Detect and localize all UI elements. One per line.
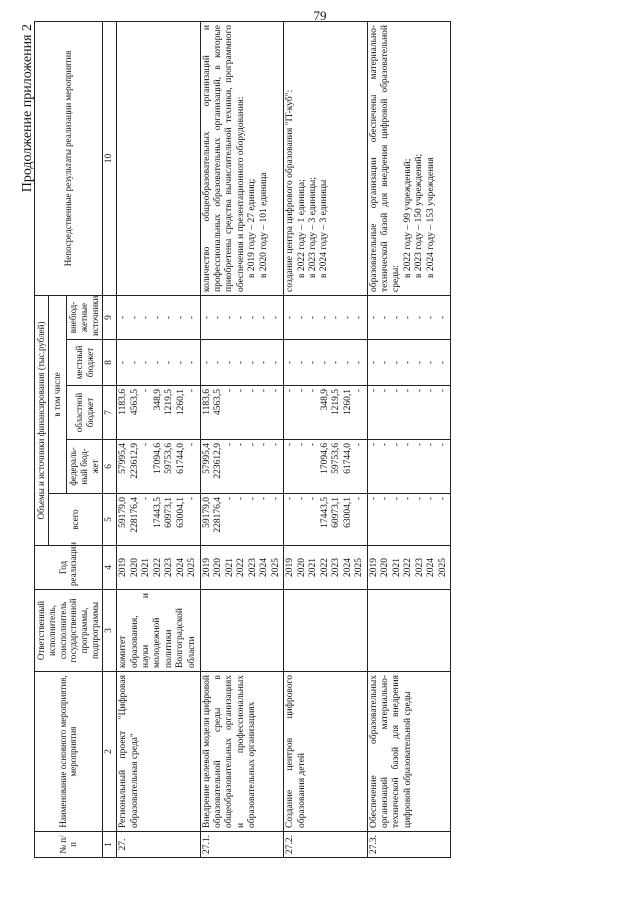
extrabudgetary-value: - (319, 315, 330, 320)
year-value: 2024 (175, 558, 186, 577)
extrabudgetary-value: - (354, 315, 365, 320)
column-numbers-row (102, 21, 116, 857)
result-line: в 2023 году – 3 единицы; (307, 177, 318, 278)
local-budget-value: - (270, 360, 281, 365)
extrabudgetary-value: - (391, 315, 402, 320)
year-value: 2021 (224, 558, 235, 577)
year-value: 2022 (152, 558, 163, 577)
total-value: - (259, 497, 270, 501)
regional-budget-value: - (426, 389, 437, 393)
extrabudgetary-value: - (164, 315, 175, 320)
extrabudgetary-value: - (187, 315, 198, 320)
total-value: 228176,4 (129, 497, 140, 533)
year-value: 2022 (319, 558, 330, 577)
result-line: количество общеобразовательных организаций и профессиональных образовательных организаций, в которые приобретены средства вычислительной техники, программного обеспечения и презентационного оборудования: (201, 24, 246, 292)
column-number: 5 (102, 494, 116, 546)
result-line: в 2022 году – 1 единица; (296, 179, 307, 278)
total-value: 60973,1 (164, 497, 175, 528)
federal-budget-value: - (368, 443, 379, 447)
header-federal: федераль-ный бюд-жет (67, 440, 102, 494)
local-budget-value: - (213, 360, 224, 365)
total-value: - (296, 497, 307, 501)
total-value: - (437, 497, 448, 501)
federal-budget-value: - (380, 443, 391, 447)
year-value: 2023 (164, 558, 175, 577)
regional-budget-value: - (247, 389, 258, 393)
regional-budget (200, 386, 284, 440)
header-result: Непосредственные результаты реализации мероприятия (35, 21, 103, 295)
total-value: - (308, 497, 319, 501)
local-budget-value: - (201, 360, 212, 365)
local-budget-value: - (403, 360, 414, 365)
responsible-executor: комитет образования, науки и молодежной политики Волгоградской области (117, 590, 201, 672)
regional-budget-value: - (403, 389, 414, 393)
header-extra: внебюд-жетные источники (67, 295, 102, 339)
result-description (117, 21, 201, 295)
year-value: 2025 (354, 558, 365, 577)
result-line: в 2019 году – 27 единиц; (247, 178, 258, 278)
extrabudgetary-value: - (308, 315, 319, 320)
year-value: 2020 (296, 558, 307, 577)
local-budget (200, 340, 284, 386)
total-value: - (224, 497, 235, 501)
federal-budget (200, 440, 284, 494)
extrabudgetary-value: - (236, 315, 247, 320)
total-value: - (426, 497, 437, 501)
regional-budget-value: - (368, 389, 379, 393)
federal-budget-value: - (224, 443, 235, 447)
year-value: 2019 (201, 558, 212, 577)
extrabudgetary-value: - (380, 315, 391, 320)
extrabudgetary-value: - (213, 315, 224, 320)
result-line: в 2020 году – 101 единица (258, 172, 269, 278)
header-funding: Объемы и источники финансирования (тыс.рублей) (35, 295, 49, 545)
total-value: - (285, 497, 296, 501)
row-number: 27.2. (284, 832, 368, 858)
rotated-page-content (20, 18, 610, 858)
header-local: местный бюджет (67, 340, 102, 386)
extrabudgetary (117, 295, 201, 339)
extrabudgetary-value: - (403, 315, 414, 320)
regional-budget (284, 386, 368, 440)
year-value: 2020 (380, 558, 391, 577)
table-row (284, 21, 368, 857)
extrabudgetary-value: - (129, 315, 140, 320)
header-incl: в том числе (48, 295, 67, 493)
funding-table (34, 21, 451, 858)
extrabudgetary-value: - (342, 315, 353, 320)
local-budget-value: - (296, 360, 307, 365)
federal-budget-value: - (391, 443, 402, 447)
header-num: № п/п (35, 832, 103, 858)
total-value: 228176,4 (213, 497, 224, 533)
extrabudgetary-value: - (118, 315, 129, 320)
total (367, 494, 451, 546)
total-value: - (414, 497, 425, 501)
year-value: 2025 (270, 558, 281, 577)
regional-budget-value: - (414, 389, 425, 393)
extrabudgetary-value: - (437, 315, 448, 320)
local-budget-value: - (380, 360, 391, 365)
federal-budget-value: 223612,9 (213, 443, 224, 479)
local-budget-value: - (342, 360, 353, 365)
regional-budget-value: - (391, 389, 402, 393)
total-value: 63004,1 (175, 497, 186, 528)
total-value: - (236, 497, 247, 501)
regional-budget-value: - (224, 389, 235, 393)
column-number: 10 (102, 21, 116, 295)
regional-budget-value: - (187, 389, 198, 393)
regional-budget-value: 1183,6 (118, 389, 129, 415)
total-value: - (380, 497, 391, 501)
year (367, 546, 451, 590)
regional-budget-value: - (296, 389, 307, 393)
total-value: - (270, 497, 281, 501)
total-value: 59179,0 (118, 497, 129, 528)
year-value: 2019 (285, 558, 296, 577)
local-budget-value: - (391, 360, 402, 365)
local-budget-value: - (368, 360, 379, 365)
year-value: 2022 (403, 558, 414, 577)
result-line: в 2022 году – 99 учреждений; (402, 158, 413, 278)
extrabudgetary-value: - (201, 315, 212, 320)
result-line: создание центра цифрового образования "IT-куб": (285, 89, 296, 292)
extrabudgetary-value: - (259, 315, 270, 320)
extrabudgetary-value: - (368, 315, 379, 320)
result-line: в 2024 году – 3 единицы (319, 179, 330, 278)
federal-budget-value: 61744,0 (175, 443, 186, 474)
result-line: в 2023 году – 150 учреждений; (414, 153, 425, 278)
column-number: 2 (102, 672, 116, 832)
header-total: всего (48, 494, 102, 546)
local-budget-value: - (236, 360, 247, 365)
column-number: 9 (102, 295, 116, 339)
row-number: 27.1. (200, 832, 284, 858)
regional-budget (117, 386, 201, 440)
year (117, 546, 201, 590)
year (284, 546, 368, 590)
result-line: образовательные организации обеспечены материально-технической базой для внедрения цифровой образовательной среды: (368, 24, 402, 292)
federal-budget-value: 57995,4 (118, 443, 129, 474)
federal-budget-value: - (414, 443, 425, 447)
regional-budget-value: 1219,5 (164, 389, 175, 416)
regional-budget-value: - (437, 389, 448, 393)
federal-budget-value: 57995,4 (201, 443, 212, 474)
regional-budget-value: 1219,5 (331, 389, 342, 416)
total-value: - (368, 497, 379, 501)
year-value: 2023 (331, 558, 342, 577)
local-budget-value: - (285, 360, 296, 365)
local-budget (284, 340, 368, 386)
extrabudgetary-value: - (152, 315, 163, 320)
year-value: 2019 (368, 558, 379, 577)
measure-name: Создание центров цифрового образования детей (284, 672, 368, 832)
local-budget (367, 340, 451, 386)
year-value: 2024 (426, 558, 437, 577)
local-budget-value: - (354, 360, 365, 365)
table-row (200, 21, 284, 857)
total (284, 494, 368, 546)
column-number: 8 (102, 340, 116, 386)
year-value: 2025 (437, 558, 448, 577)
local-budget (117, 340, 201, 386)
result-description (367, 21, 451, 295)
row-number: 27.3. (367, 832, 451, 858)
year-value: 2020 (129, 558, 140, 577)
regional-budget-value: 348,9 (319, 389, 330, 411)
regional-budget-value: - (141, 389, 152, 393)
column-number: 6 (102, 440, 116, 494)
total-value: - (141, 497, 152, 501)
extrabudgetary-value: - (247, 315, 258, 320)
regional-budget-value: - (380, 389, 391, 393)
total-value: - (247, 497, 258, 501)
federal-budget-value: 223612,9 (129, 443, 140, 479)
local-budget-value: - (319, 360, 330, 365)
federal-budget-value: - (437, 443, 448, 447)
regional-budget-value: - (308, 389, 319, 393)
column-number: 1 (102, 832, 116, 858)
year-value: 2021 (308, 558, 319, 577)
year-value: 2024 (259, 558, 270, 577)
federal-budget (117, 440, 201, 494)
total-value: - (187, 497, 198, 501)
regional-budget-value: 1260,1 (175, 389, 186, 416)
year-value: 2021 (391, 558, 402, 577)
table-row (367, 21, 451, 857)
total-value: 59179,0 (201, 497, 212, 528)
extrabudgetary-value: - (426, 315, 437, 320)
result-description (200, 21, 284, 295)
federal-budget-value: - (236, 443, 247, 447)
header-responsible: Ответственный исполнитель, соисполнитель государственной программы, подпрограммы (35, 590, 103, 672)
total-value: 60973,1 (331, 497, 342, 528)
total (200, 494, 284, 546)
federal-budget-value: - (426, 443, 437, 447)
year-value: 2023 (247, 558, 258, 577)
local-budget-value: - (129, 360, 140, 365)
federal-budget-value: - (308, 443, 319, 447)
federal-budget-value: - (187, 443, 198, 447)
federal-budget-value: 61744,0 (342, 443, 353, 474)
federal-budget-value: - (141, 443, 152, 447)
local-budget-value: - (308, 360, 319, 365)
local-budget-value: - (164, 360, 175, 365)
result-line: в 2024 году – 153 учреждения (425, 157, 436, 278)
extrabudgetary-value: - (141, 315, 152, 320)
local-budget-value: - (187, 360, 198, 365)
local-budget-value: - (437, 360, 448, 365)
local-budget-value: - (331, 360, 342, 365)
total-value: - (403, 497, 414, 501)
local-budget-value: - (141, 360, 152, 365)
regional-budget-value: - (354, 389, 365, 393)
federal-budget-value: - (296, 443, 307, 447)
federal-budget-value: - (403, 443, 414, 447)
column-number: 4 (102, 546, 116, 590)
federal-budget (367, 440, 451, 494)
total-value: - (391, 497, 402, 501)
local-budget-value: - (118, 360, 129, 365)
total-value: 63004,1 (342, 497, 353, 528)
header-name: Наименование основного мероприятия, мероприятия (35, 672, 103, 832)
responsible-executor (200, 590, 284, 672)
responsible-executor (367, 590, 451, 672)
local-budget-value: - (414, 360, 425, 365)
extrabudgetary-value: - (285, 315, 296, 320)
extrabudgetary-value: - (270, 315, 281, 320)
year-value: 2025 (187, 558, 198, 577)
table-row (117, 21, 201, 857)
year-value: 2020 (213, 558, 224, 577)
regional-budget (367, 386, 451, 440)
header-regional: областной бюджет (67, 386, 102, 440)
local-budget-value: - (247, 360, 258, 365)
year-value: 2023 (414, 558, 425, 577)
measure-name: Внедрение целевой модели цифровой образовательной среды в общеобразовательных организациях и профессиональных образовательных организациях (200, 672, 284, 832)
total-value: 17443,5 (152, 497, 163, 528)
regional-budget-value: 4563,5 (213, 389, 224, 416)
federal-budget-value: - (285, 443, 296, 447)
local-budget-value: - (152, 360, 163, 365)
federal-budget-value: 17094,6 (319, 443, 330, 474)
table-body (117, 21, 451, 857)
regional-budget-value: 1183,6 (201, 389, 212, 415)
federal-budget-value: 59753,6 (331, 443, 342, 474)
total-value: 17443,5 (319, 497, 330, 528)
regional-budget-value: - (259, 389, 270, 393)
total (117, 494, 201, 546)
extrabudgetary (284, 295, 368, 339)
measure-name: Обеспечение образовательных организаций материально-технической базой для внедрения цифровой образовательной среды (367, 672, 451, 832)
regional-budget-value: - (285, 389, 296, 393)
regional-budget-value: 348,9 (152, 389, 163, 411)
extrabudgetary (200, 295, 284, 339)
federal-budget-value: - (354, 443, 365, 447)
column-number: 7 (102, 386, 116, 440)
local-budget-value: - (224, 360, 235, 365)
federal-budget-value: - (259, 443, 270, 447)
federal-budget-value: - (247, 443, 258, 447)
regional-budget-value: - (236, 389, 247, 393)
responsible-executor (284, 590, 368, 672)
extrabudgetary-value: - (331, 315, 342, 320)
year-value: 2022 (236, 558, 247, 577)
extrabudgetary-value: - (175, 315, 186, 320)
year-value: 2021 (141, 558, 152, 577)
column-number: 3 (102, 590, 116, 672)
total-value: - (354, 497, 365, 501)
local-budget-value: - (426, 360, 437, 365)
local-budget-value: - (259, 360, 270, 365)
federal-budget-value: - (270, 443, 281, 447)
header-year: Год реализации (35, 546, 103, 590)
page-number: 79 (313, 8, 327, 23)
year (200, 546, 284, 590)
year-value: 2019 (118, 558, 129, 577)
row-number: 27. (117, 832, 201, 858)
regional-budget-value: 1260,1 (342, 389, 353, 416)
local-budget-value: - (175, 360, 186, 365)
result-description (284, 21, 368, 295)
federal-budget-value: 59753,6 (164, 443, 175, 474)
appendix-title: Продолжение приложения 2 (20, 24, 35, 193)
extrabudgetary-value: - (224, 315, 235, 320)
measure-name: Региональный проект "Цифровая образовательная среда" (117, 672, 201, 832)
federal-budget-value: 17094,6 (152, 443, 163, 474)
extrabudgetary-value: - (296, 315, 307, 320)
federal-budget (284, 440, 368, 494)
extrabudgetary-value: - (414, 315, 425, 320)
extrabudgetary (367, 295, 451, 339)
regional-budget-value: 4563,5 (129, 389, 140, 416)
year-value: 2024 (342, 558, 353, 577)
regional-budget-value: - (270, 389, 281, 393)
